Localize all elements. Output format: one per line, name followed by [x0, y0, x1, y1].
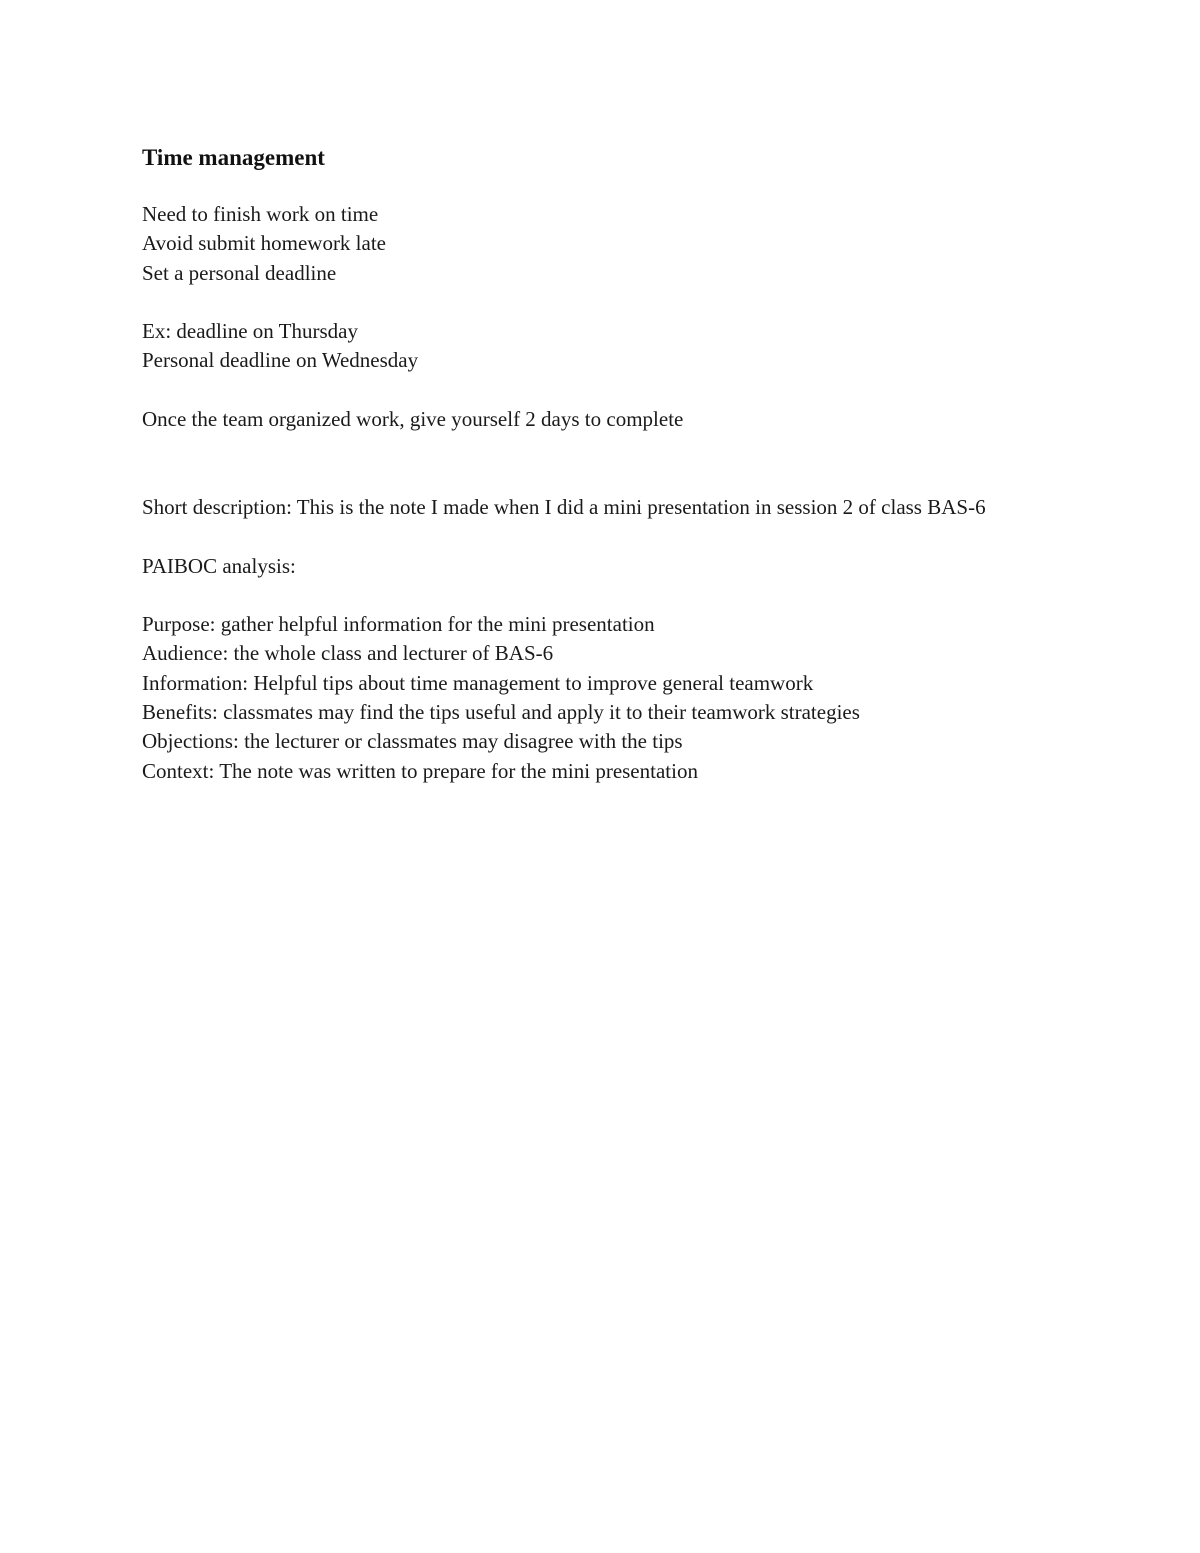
short-description: Short description: This is the note I made when I did a mini presentation in session 2 of class BAS-6 — [142, 494, 986, 519]
tip-line: Need to finish work on time — [142, 202, 379, 226]
paiboc-purpose: Purpose: gather helpful information for the mini presentation — [142, 612, 655, 637]
paiboc-objections: Objections: the lecturer or classmates may disagree with the tips — [142, 729, 683, 754]
paiboc-heading: PAIBOC analysis: — [142, 553, 296, 578]
document-title: Time management — [142, 145, 325, 170]
example-line: Personal deadline on Wednesday — [142, 348, 419, 373]
paiboc-information: Information: Helpful tips about time management to improve general teamwork — [142, 670, 814, 695]
paiboc-audience: Audience: the whole class and lecturer of BAS-6 — [142, 641, 554, 666]
paiboc-benefits: Benefits: classmates may find the tips useful and apply it to their teamwork strategies — [142, 700, 860, 725]
paiboc-context: Context: The note was written to prepare for the mini presentation — [142, 758, 698, 783]
advice-line: Once the team organized work, give yourself 2 days to complete — [142, 407, 684, 432]
document-body — [142, 142, 1042, 786]
paragraph-spacer — [142, 581, 1042, 610]
paragraph-spacer — [142, 434, 1042, 493]
paragraph-spacer — [142, 376, 1042, 405]
paragraph-spacer — [142, 522, 1042, 551]
tip-line: Avoid submit homework late — [142, 231, 386, 256]
tip-line: Set a personal deadline — [142, 260, 337, 285]
example-line: Ex: deadline on Thursday — [142, 319, 358, 344]
paragraph-spacer — [142, 288, 1042, 317]
